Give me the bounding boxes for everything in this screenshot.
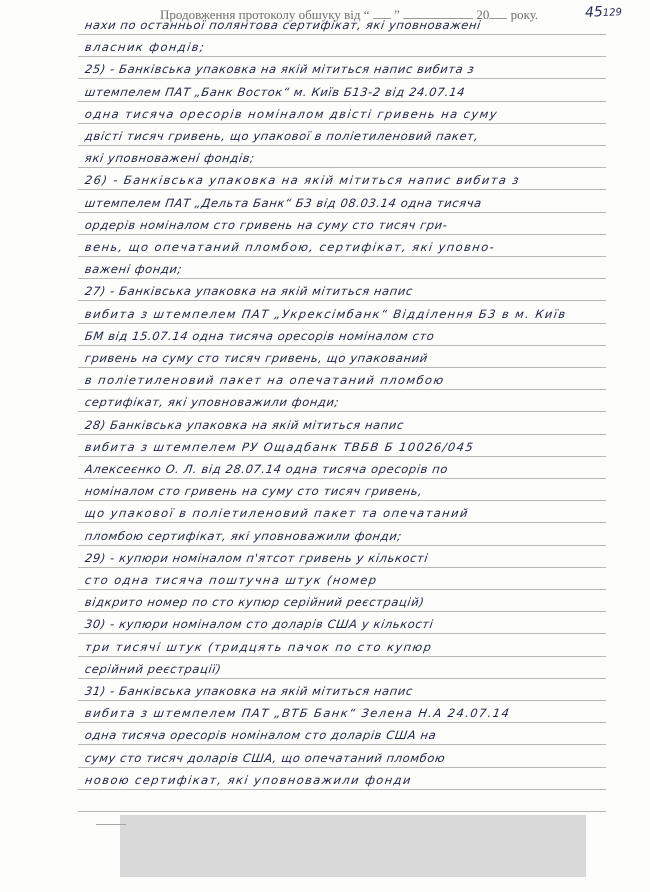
ruled-line (78, 722, 606, 723)
ruled-line (78, 522, 606, 523)
handwritten-line: вибита з штемпелем ПАТ „ВТБ Банк“ Зелена Н.А 24.07.14 (84, 706, 512, 721)
ruled-line (78, 633, 606, 634)
redaction-box (120, 815, 586, 877)
ruled-line (78, 789, 606, 790)
handwritten-line: серійний реєстрації) (84, 661, 223, 676)
ruled-line (78, 189, 606, 190)
handwritten-line: що упакової в поліетиленовий пакет та опечатаний (84, 506, 470, 521)
handwritten-line: одна тисяча оресорів номіналом сто доларів США на (84, 728, 438, 743)
handwritten-line: 26) - Банківська упаковка на якій мітиться напис вибита з (84, 173, 521, 188)
handwritten-line: Алексеєнко О. Л. від 28.07.14 одна тисяча оресорів по (84, 462, 450, 476)
header-quote-open: “ (363, 7, 370, 22)
handwritten-line: сертифікат, які уповноважили фонди; (84, 395, 341, 410)
header-year-prefix: 20 (476, 7, 490, 22)
ruled-line (78, 345, 606, 346)
ruled-line (78, 678, 606, 679)
header-quote-close: ” (394, 7, 400, 22)
ruled-line (78, 811, 606, 812)
handwritten-line: двісті тисяч гривень, що упакової в поліетиленовий пакет, (84, 129, 480, 143)
ruled-line (78, 300, 606, 301)
ruled-line (78, 744, 606, 745)
handwritten-line: пломбою сертифікат, які уповноважили фонди; (84, 528, 403, 543)
handwritten-line: ордерів номіналом сто гривень на суму сто тисяч гри- (84, 217, 449, 232)
handwritten-line: три тисячі штук (тридцять пачок по сто купюр (84, 639, 434, 654)
handwritten-line: 25) - Банківська упаковка на якій мітиться напис вибита з (84, 62, 476, 77)
handwritten-line: штемпелем ПАТ „Банк Восток“ м. Київ Б13-2 від 24.07.14 (84, 84, 467, 99)
handwritten-line: суму сто тисяч доларів США, що опечатаний пломбою (84, 750, 447, 765)
handwritten-line: гривень на суму сто тисяч гривень, що упакований (84, 351, 429, 365)
ruled-line (78, 323, 606, 324)
ruled-line (78, 278, 606, 279)
ruled-line (78, 367, 606, 368)
ruled-line (78, 478, 606, 479)
ruled-line (78, 145, 606, 146)
ruled-line (78, 589, 606, 590)
handwritten-line: 29) - купюри номіналом п'ятсот гривень у кількості (84, 550, 430, 565)
ruled-line (78, 767, 606, 768)
handwritten-line: 28) Банківська упаковка на якій мітиться напис (84, 417, 405, 432)
ruled-line (78, 123, 606, 124)
ruled-line (78, 567, 606, 568)
handwritten-line: вибита з штемпелем ПАТ „Укрексімбанк“ Відділення Б3 в м. Київ (84, 306, 568, 321)
handwritten-line: 31) - Банківська упаковка на якій мітиться напис (84, 684, 414, 698)
ruled-line (78, 78, 606, 79)
handwritten-line: БМ від 15.07.14 одна тисяча оресорів номіналом сто (84, 328, 436, 343)
ruled-line (78, 256, 606, 257)
handwritten-line: одна тисяча оресорів номіналом двісті гривень на суму (84, 106, 499, 121)
ruled-line (78, 212, 606, 213)
ruled-line (78, 500, 606, 501)
ruled-line (78, 656, 606, 657)
header-prefix: Продовження протоколу обшуку від (160, 7, 361, 22)
ruled-line (78, 101, 606, 102)
handwritten-line: власник фондів; (84, 40, 207, 55)
handwritten-line: відкрито номер по сто купюр серійний реєстрацій) (84, 595, 426, 610)
ruled-line (78, 34, 606, 35)
handwritten-line: нахи по останньої полянтова сертифікат, які уповноважені (84, 18, 482, 32)
handwritten-line: важені фонди; (84, 262, 184, 277)
ruled-line (78, 234, 606, 235)
ruled-line (78, 411, 606, 412)
margin-line (96, 824, 126, 825)
ruled-line (78, 545, 606, 546)
ruled-line (78, 167, 606, 168)
handwritten-line: вень, що опечатаний пломбою, сертифікат, які уповно- (84, 240, 497, 254)
ruled-line (78, 611, 606, 612)
handwritten-line: 30) - купюри номіналом сто доларів США у кількості (84, 617, 435, 632)
handwritten-line: вибита з штемпелем РУ Ощадбанк ТВБВ Б 10026/045 (84, 439, 476, 454)
handwritten-line: 27) - Банківська упаковка на якій мітиться напис (84, 284, 414, 299)
header-year-suffix: року. (510, 7, 539, 22)
handwritten-line: сто одна тисяча поштучна штук (номер (84, 573, 379, 587)
handwritten-line: новою сертифікат, які уповноважили фонди (84, 772, 413, 787)
handwritten-line: номіналом сто гривень на суму сто тисяч гривень, (84, 484, 424, 499)
handwritten-line: в поліетиленовий пакет на опечатаний пломбою (84, 373, 446, 388)
ruled-line (78, 456, 606, 457)
ruled-line (78, 700, 606, 701)
ruled-line (78, 56, 606, 57)
handwritten-line: які уповноважені фондів; (84, 151, 256, 166)
handwritten-page-number: 45129 (584, 4, 623, 21)
ruled-line (78, 389, 606, 390)
ruled-line (78, 434, 606, 435)
handwritten-line: штемпелем ПАТ „Дельта Банк“ Б3 від 08.03.14 одна тисяча (84, 195, 483, 210)
